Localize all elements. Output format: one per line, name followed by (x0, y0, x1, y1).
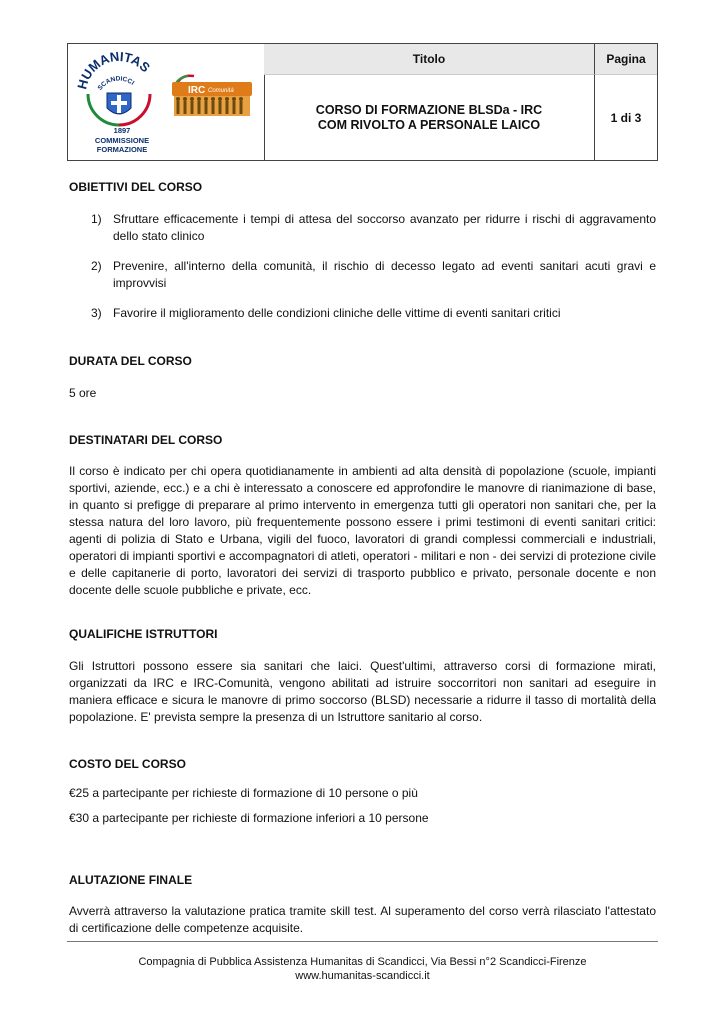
heading-obiettivi: OBIETTIVI DEL CORSO (69, 180, 203, 194)
list-item (91, 305, 656, 322)
irc-logo (166, 72, 256, 120)
footer-address: Compagnia di Pubblica Assistenza Humanitas di Scandicci, Via Bessi n°2 Scandicci-Firenze (138, 956, 587, 968)
durata-text: 5 ore (69, 386, 97, 400)
list-item-number: 2) (91, 259, 102, 273)
list-item-text: Favorire il miglioramento delle condizioni cliniche delle vittime di eventi sanitari critici (113, 306, 561, 320)
list-item-number: 1) (91, 212, 102, 226)
page-number: 1 di 3 (610, 110, 642, 125)
list-item-text: Prevenire, all'interno della comunità, il rischio di decesso legato ad eventi sanitari acuti gravi e improvvisi (113, 259, 656, 290)
svg-text:SCANDICCI: SCANDICCI (96, 75, 136, 92)
footer-website: www.humanitas-scandicci.it (295, 970, 430, 982)
humanitas-logo (74, 48, 158, 156)
svg-text:HUMANITAS: HUMANITAS (74, 48, 154, 91)
heading-valutazione: ALUTAZIONE FINALE (69, 873, 193, 887)
logo-line2: FORMAZIONE (96, 145, 148, 154)
irc-sub-text: Comunità (208, 88, 234, 94)
page-column-header: Pagina (595, 44, 657, 75)
destinatari-text: Il corso è indicato per chi opera quotidianamente in ambienti ad alta densità di popolazione (scuole, impianti sportivi, aziende, ecc.) e a chi è interessato a conoscere ed approfondire le manovre di rianimazione di base, in quanto si prefigge di preparare al primo intervento in emergenza tutti gli operatori non sanitari che, per la stessa natura del loro lavoro, più frequentemente possono essere i primi testimoni di eventi sanitari critici: agenti di polizia di Stato e Urbana, vigili del fuoco, lavoratori di grandi complessi commerciali e industriali, operatori di impianti sportivi e accompagnatori di atleti, operatori - militari e non - dei servizi di protezione civile e delle capitanerie di porto, lavoratori dei servizi di trasporto pubblico e privato, personale docente e non docente delle scuole pubbliche e private, ecc. (69, 464, 656, 597)
list-item (91, 211, 656, 245)
irc-comunita-icon (166, 72, 256, 120)
costo-line-1: €25 a partecipante per richieste di formazione di 10 persone o più (69, 786, 418, 800)
heading-qualifiche: QUALIFICHE ISTRUTTORI (69, 627, 218, 641)
logo-line1: COMMISSIONE (94, 136, 150, 145)
list-item (91, 258, 656, 292)
list-item-text: Sfruttare efficacemente i tempi di attesa del soccorso avanzato per ridurre i rischi di aggravamento dello stato clinico (113, 212, 656, 243)
qualifiche-text: Gli Istruttori possono essere sia sanitari che laici. Quest'ultimi, attraverso corsi di formazione mirati, organizzati da IRC e IRC-Comunità, vengono abilitati ad istruire soccorritori non sanitari ad eseguire in maniera efficace e sicura le manovre di primo soccorso (BLSD) necessarie a ridurre il tasso di mortalità della popolazione. E' prevista sempre la presenza di un Istruttore sanitario al corso. (69, 659, 656, 724)
heading-costo: COSTO DEL CORSO (69, 757, 186, 771)
logo-cell (68, 44, 265, 160)
document-header (67, 43, 658, 161)
footer-divider (67, 941, 658, 942)
costo-line-2: €30 a partecipante per richieste di formazione inferiori a 10 persone (69, 811, 429, 825)
heading-durata: DURATA DEL CORSO (69, 354, 192, 368)
valutazione-text: Avverrà attraverso la valutazione pratica tramite skill test. Al superamento del corso verrà rilasciato l'attestato di certificazione delle competenze acquisite. (69, 904, 656, 935)
irc-text: IRC (188, 85, 206, 96)
document-title-text: CORSO DI FORMAZIONE BLSDa - IRC COM RIVOLTO A PERSONALE LAICO (315, 102, 543, 132)
humanitas-emblem-icon (74, 48, 164, 128)
title-column-header: Titolo (264, 44, 595, 75)
document-title (264, 75, 595, 160)
list-item-number: 3) (91, 306, 102, 320)
logo-year: 1897 (113, 126, 131, 135)
heading-destinatari: DESTINATARI DEL CORSO (69, 433, 223, 447)
